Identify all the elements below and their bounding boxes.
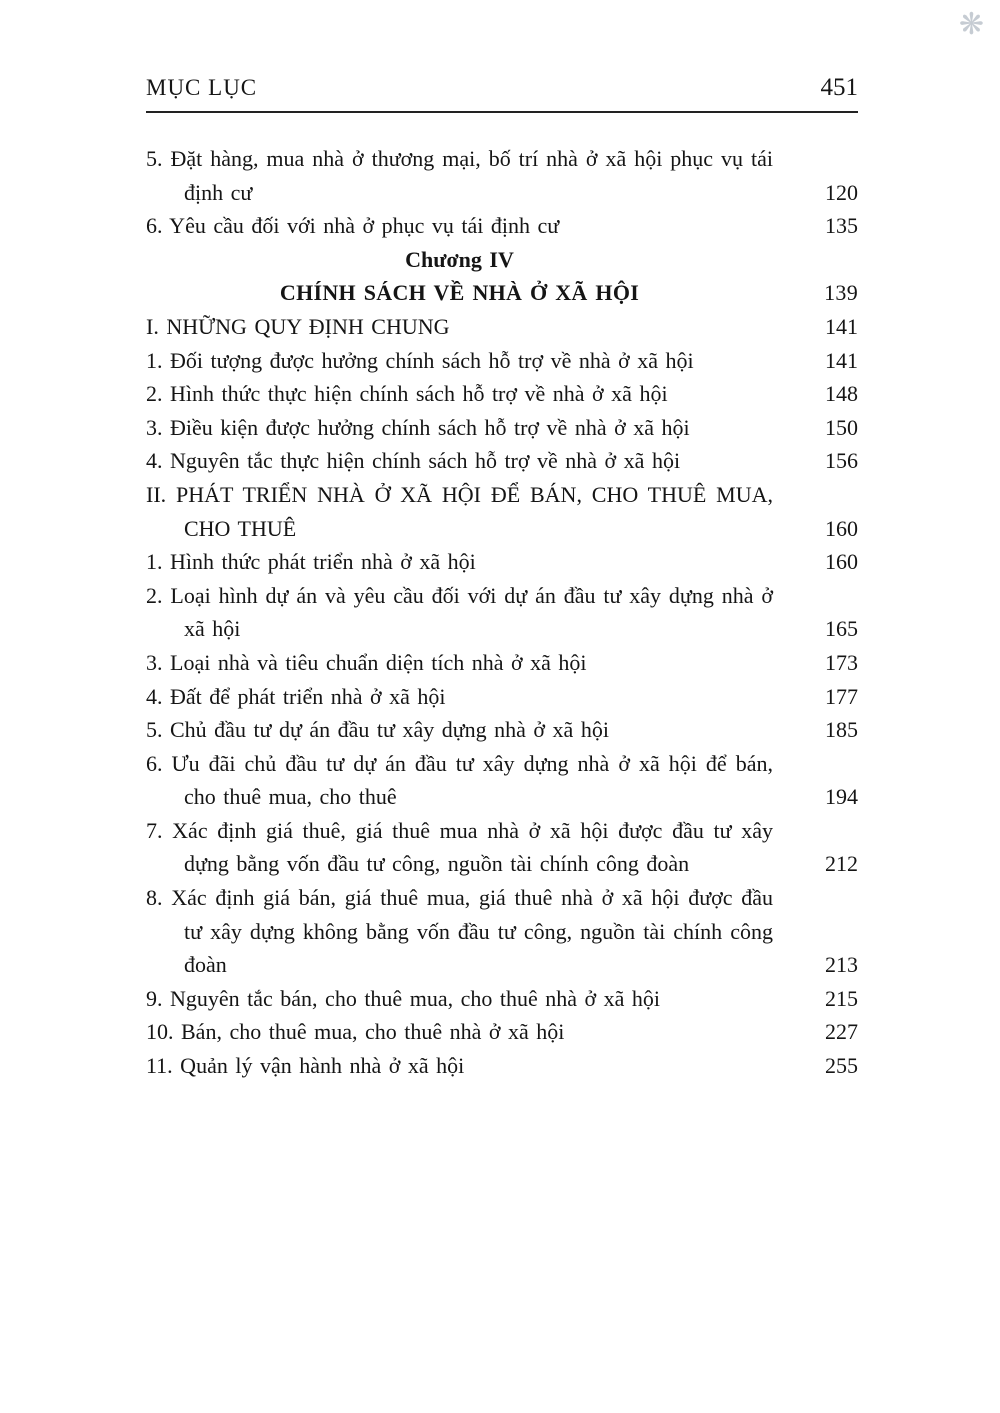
toc-list: [146, 142, 858, 1083]
toc-entry: [146, 1015, 858, 1049]
toc-entry-page: 150: [825, 414, 858, 440]
toc-entry-label: 5. Chủ đầu tư dự án đầu tư xây dựng nhà ở xã hội: [146, 717, 609, 743]
toc-entry-page: 185: [825, 717, 858, 743]
toc-entry: [146, 411, 858, 445]
toc-entry-page: 165: [825, 616, 858, 642]
toc-entry-page: 194: [825, 784, 858, 810]
toc-entry-label: 1. Hình thức phát triển nhà ở xã hội: [146, 549, 476, 575]
toc-entry-label: 6. Yêu cầu đối với nhà ở phục vụ tái định cư: [146, 213, 560, 239]
toc-entry-label: 4. Nguyên tắc thực hiện chính sách hỗ trợ về nhà ở xã hội: [146, 448, 681, 474]
toc-entry-page: 156: [825, 448, 858, 474]
toc-entry: [146, 310, 858, 344]
toc-entry-label: 10. Bán, cho thuê mua, cho thuê nhà ở xã hội: [146, 1019, 565, 1045]
toc-entry: [146, 444, 858, 478]
toc-entry-label: 5. Đặt hàng, mua nhà ở thương mại, bố trí nhà ở xã hội phục vụ tái định cư: [146, 146, 773, 205]
toc-entry: [146, 142, 858, 209]
toc-entry-label: 6. Ưu đãi chủ đầu tư dự án đầu tư xây dựng nhà ở xã hội để bán, cho thuê mua, cho thuê: [146, 750, 773, 810]
toc-entry: [146, 276, 858, 310]
toc-entry-page: 212: [825, 851, 858, 877]
toc-entry-label: 2. Loại hình dự án và yêu cầu đối với dự án đầu tư xây dựng nhà ở xã hội: [146, 582, 773, 642]
toc-entry-page: 160: [825, 549, 858, 575]
toc-entry: [146, 243, 858, 277]
page-title: MỤC LỤC: [146, 75, 258, 100]
toc-entry: [146, 646, 858, 680]
toc-entry-page: 213: [825, 952, 858, 978]
toc-entry-page: 141: [825, 347, 858, 373]
toc-entry: [146, 814, 858, 881]
toc-entry: [146, 377, 858, 411]
toc-entry: [146, 209, 858, 243]
toc-entry-label: II. PHÁT TRIỂN NHÀ Ở XÃ HỘI ĐỂ BÁN, CHO THUÊ MUA, CHO THUÊ: [146, 481, 773, 541]
toc-entry-label: 8. Xác định giá bán, giá thuê mua, giá thuê nhà ở xã hội được đầu tư xây dựng không bằng vốn đầu tư công, nguồn tài chính công đoàn: [146, 885, 773, 978]
toc-entry: [146, 344, 858, 378]
toc-entry-page: 135: [825, 213, 858, 239]
toc-entry-page: 255: [825, 1053, 858, 1079]
toc-entry-page: 177: [825, 683, 858, 709]
toc-entry-page: 120: [825, 179, 858, 205]
toc-entry: [146, 713, 858, 747]
toc-entry: [146, 747, 858, 814]
toc-entry-page: 141: [825, 313, 858, 339]
toc-entry: [146, 680, 858, 714]
page-header: [146, 74, 858, 102]
page-number: 451: [820, 74, 858, 101]
toc-entry: [146, 545, 858, 579]
toc-entry-label: I. NHỮNG QUY ĐỊNH CHUNG: [146, 313, 450, 339]
toc-entry-label: 2. Hình thức thực hiện chính sách hỗ trợ về nhà ở xã hội: [146, 381, 668, 407]
toc-entry: [146, 982, 858, 1016]
toc-entry-label: 11. Quản lý vận hành nhà ở xã hội: [146, 1053, 465, 1079]
toc-entry-page: 139: [824, 280, 858, 306]
header-divider: [146, 111, 858, 113]
toc-entry-page: 148: [825, 381, 858, 407]
snowflake-icon: ❋: [958, 8, 984, 41]
toc-entry-label: 1. Đối tượng được hưởng chính sách hỗ trợ về nhà ở xã hội: [146, 347, 694, 373]
toc-entry-page: 215: [825, 985, 858, 1011]
toc-entry-label: 4. Đất để phát triển nhà ở xã hội: [146, 683, 446, 709]
toc-entry-page: 227: [825, 1019, 858, 1045]
toc-entry-label: 9. Nguyên tắc bán, cho thuê mua, cho thuê nhà ở xã hội: [146, 985, 660, 1011]
toc-entry: [146, 1049, 858, 1083]
toc-entry-label: Chương IV: [405, 246, 514, 272]
toc-entry: [146, 881, 858, 982]
toc-entry-label: 3. Loại nhà và tiêu chuẩn diện tích nhà ở xã hội: [146, 649, 587, 675]
toc-entry-label: 7. Xác định giá thuê, giá thuê mua nhà ở xã hội được đầu tư xây dựng bằng vốn đầu tư công, nguồn tài chính công đoàn: [146, 817, 773, 877]
toc-entry-page: 173: [825, 649, 858, 675]
toc-entry: [146, 478, 858, 545]
toc-entry-label: 3. Điều kiện được hưởng chính sách hỗ trợ về nhà ở xã hội: [146, 414, 690, 440]
toc-entry: [146, 579, 858, 646]
toc-entry-label: CHÍNH SÁCH VỀ NHÀ Ở XÃ HỘI: [279, 280, 640, 306]
toc-entry-page: 160: [825, 515, 858, 541]
